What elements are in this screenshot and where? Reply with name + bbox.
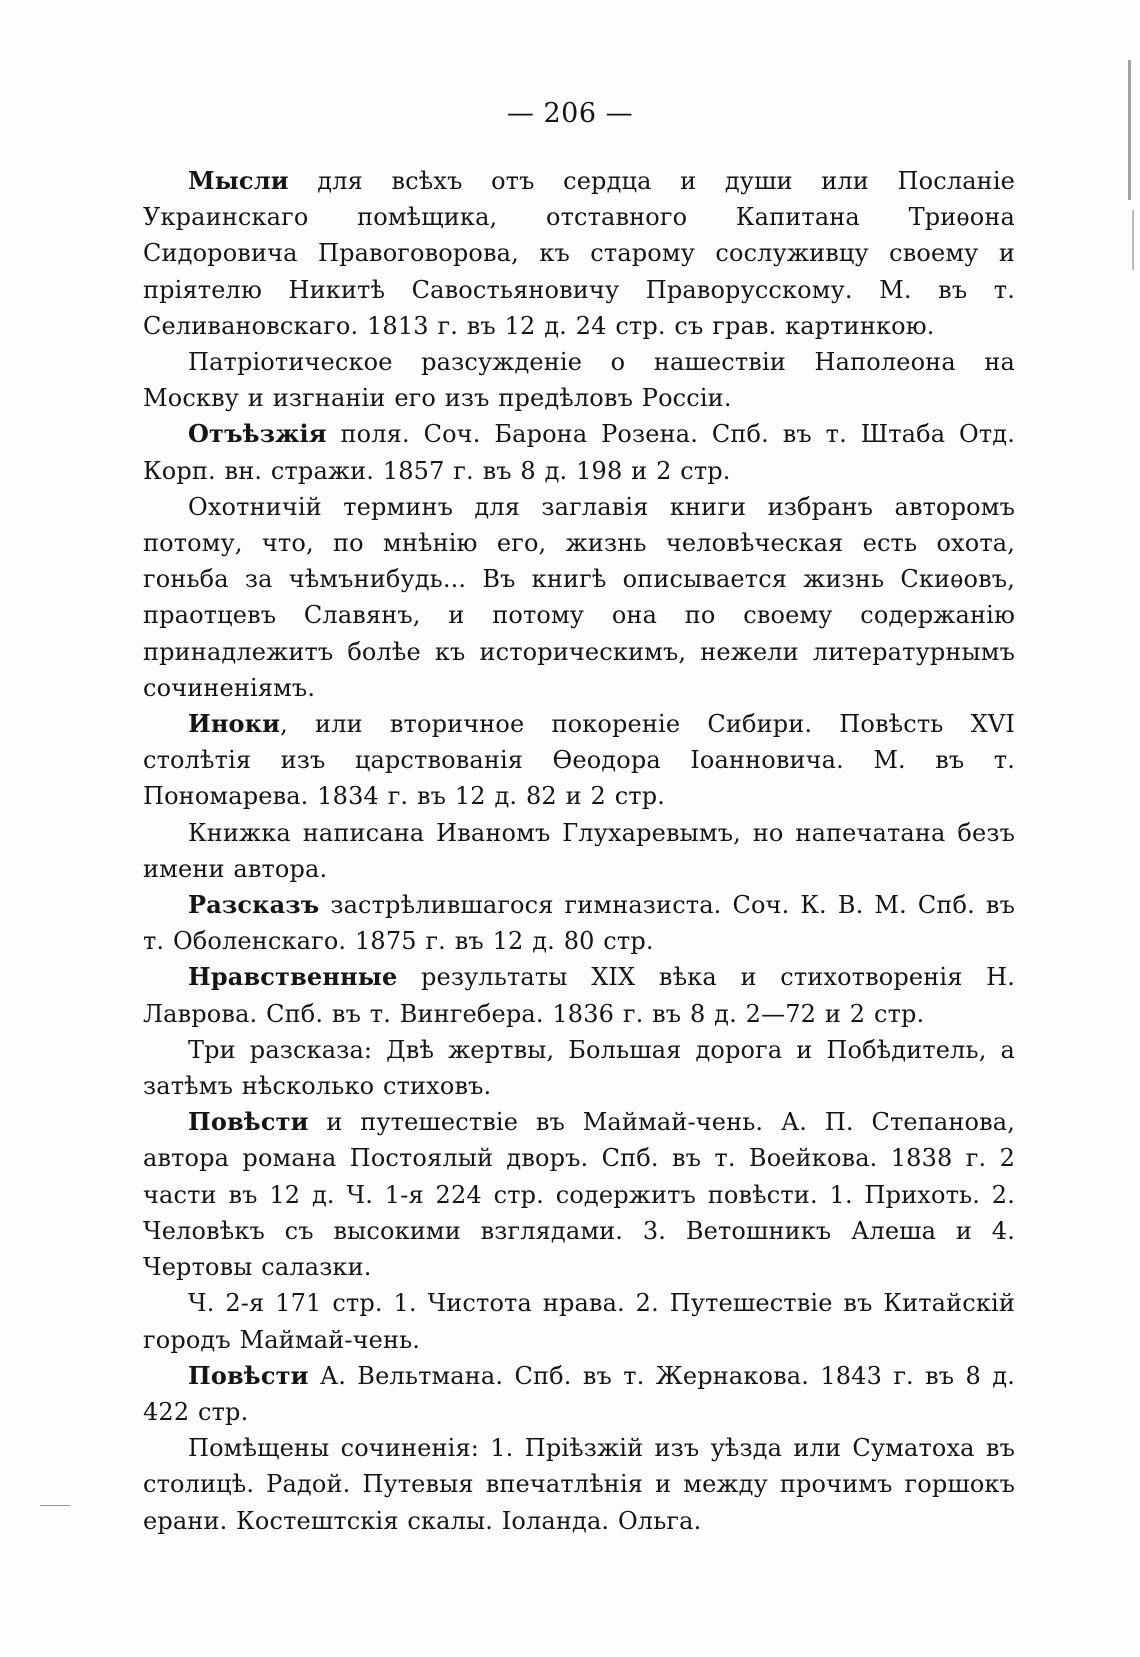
entry-title: Иноки bbox=[188, 709, 281, 739]
entry-annotation bbox=[143, 344, 1015, 416]
scan-edge-mark bbox=[1128, 60, 1131, 200]
entry-annotation bbox=[143, 1430, 1015, 1539]
entry-title: Мысли bbox=[188, 166, 289, 195]
bibliography-entry bbox=[143, 959, 1015, 1031]
bibliography-entry bbox=[143, 706, 1015, 815]
entry-text: А. Вельтмана. Спб. въ т. Жернакова. 1843 г. въ 8 д. 422 стр. bbox=[143, 1361, 1015, 1426]
entry-text: результаты XIX вѣка и стихотворенія Н. Лаврова. Спб. въ т. Вингебера. 1836 г. въ 8 д. 2—72 и 2 стр. bbox=[143, 963, 1015, 1028]
entry-title: Повѣсти bbox=[188, 1107, 309, 1137]
bibliography-entry bbox=[143, 1104, 1015, 1285]
bibliography-entry bbox=[143, 887, 1015, 959]
entry-text: Охотничій терминъ для заглавія книги избранъ авторомъ потому, что, по мнѣнію его, жизнь человѣческая есть охота, гоньба за чѣмънибудь... Въ книгѣ описывается жизнь Скиѳовъ, праотцевъ Славянъ, и потому она по своему содержанію принадлежитъ болѣе къ историческимъ, нежели литературнымъ сочиненіямъ. bbox=[143, 492, 1015, 702]
entry-text: , или вторичное покореніе Сибири. Повѣсть XVI столѣтія изъ царствованія Ѳеодора Іоанновича. М. въ т. Пономарева. 1834 г. въ 12 д. 82 и 2 стр. bbox=[143, 710, 1015, 811]
page-number: — 206 — bbox=[506, 98, 634, 129]
scan-edge-mark bbox=[1132, 210, 1134, 270]
entry-title: Разсказъ bbox=[188, 890, 320, 920]
entry-annotation bbox=[143, 1032, 1015, 1104]
bibliography-entry bbox=[143, 1358, 1015, 1430]
entry-text: Три разсказа: Двѣ жертвы, Большая дорога и Побѣдитель, а затѣмъ нѣсколько стиховъ. bbox=[143, 1035, 1015, 1101]
entry-text: Книжка написана Иваномъ Глухаревымъ, но напечатана безъ имени автора. bbox=[143, 818, 1015, 883]
entry-text: Патріотическое разсужденіе о нашествіи Наполеона на Москву и изгнаніи его изъ предѣловъ Россіи. bbox=[143, 348, 1015, 413]
entry-text: поля. Соч. Барона Розена. Спб. въ т. Штаба Отд. Корп. вн. стражи. 1857 г. въ 8 д. 198 и 2 стр. bbox=[143, 420, 1015, 485]
bibliography-entry bbox=[143, 416, 1015, 488]
entry-text: и путешествіе въ Маймай-чень. А. П. Степанова, автора романа Постоялый дворъ. Спб. въ т. Воейкова. 1838 г. 2 части въ 12 д. Ч. 1-я 224 стр. содержитъ повѣсти. 1. Прихоть. 2. Человѣкъ съ высокими взглядами. 3. Ветошникъ Алеша и 4. Чертовы салазки. bbox=[143, 1108, 1015, 1282]
entry-title: Повѣсти bbox=[188, 1360, 309, 1390]
entry-text: для всѣхъ отъ сердца и души или Посланіе Украинскаго помѣщика, отставного Капитана Триѳона Сидоровича Правоговорова, къ старому сослуживцу своему и пріятелю Никитѣ Савостьяновичу Праворусскому. М. въ т. Селивановскаго. 1813 г. въ 12 д. 24 стр. съ грав. картинкою. bbox=[143, 167, 1015, 340]
scan-edge-mark bbox=[40, 1505, 70, 1506]
entry-title: Отъѣзжія bbox=[188, 419, 327, 449]
entry-text: застрѣлившагося гимназиста. Соч. К. В. М. Спб. въ т. Оболенскаго. 1875 г. въ 12 д. 80 стр. bbox=[143, 891, 1015, 956]
entry-text: Ч. 2-я 171 стр. 1. Чистота нрава. 2. Путешествіе въ Китайскій городъ Маймай-чень. bbox=[143, 1289, 1015, 1354]
entry-annotation bbox=[143, 489, 1015, 706]
entry-annotation bbox=[143, 815, 1015, 887]
entry-annotation bbox=[143, 1285, 1015, 1357]
entry-title: Нравственные bbox=[188, 962, 398, 992]
text-column bbox=[143, 163, 1015, 1539]
entry-text: Помѣщены сочиненія: 1. Пріѣзжій изъ уѣзда или Суматоха въ столицѣ. Радой. Путевыя впечатлѣнія и между прочимъ горшокъ ерани. Костештскія скалы. Іоланда. Ольга. bbox=[143, 1434, 1015, 1535]
bibliography-entry bbox=[143, 163, 1015, 344]
